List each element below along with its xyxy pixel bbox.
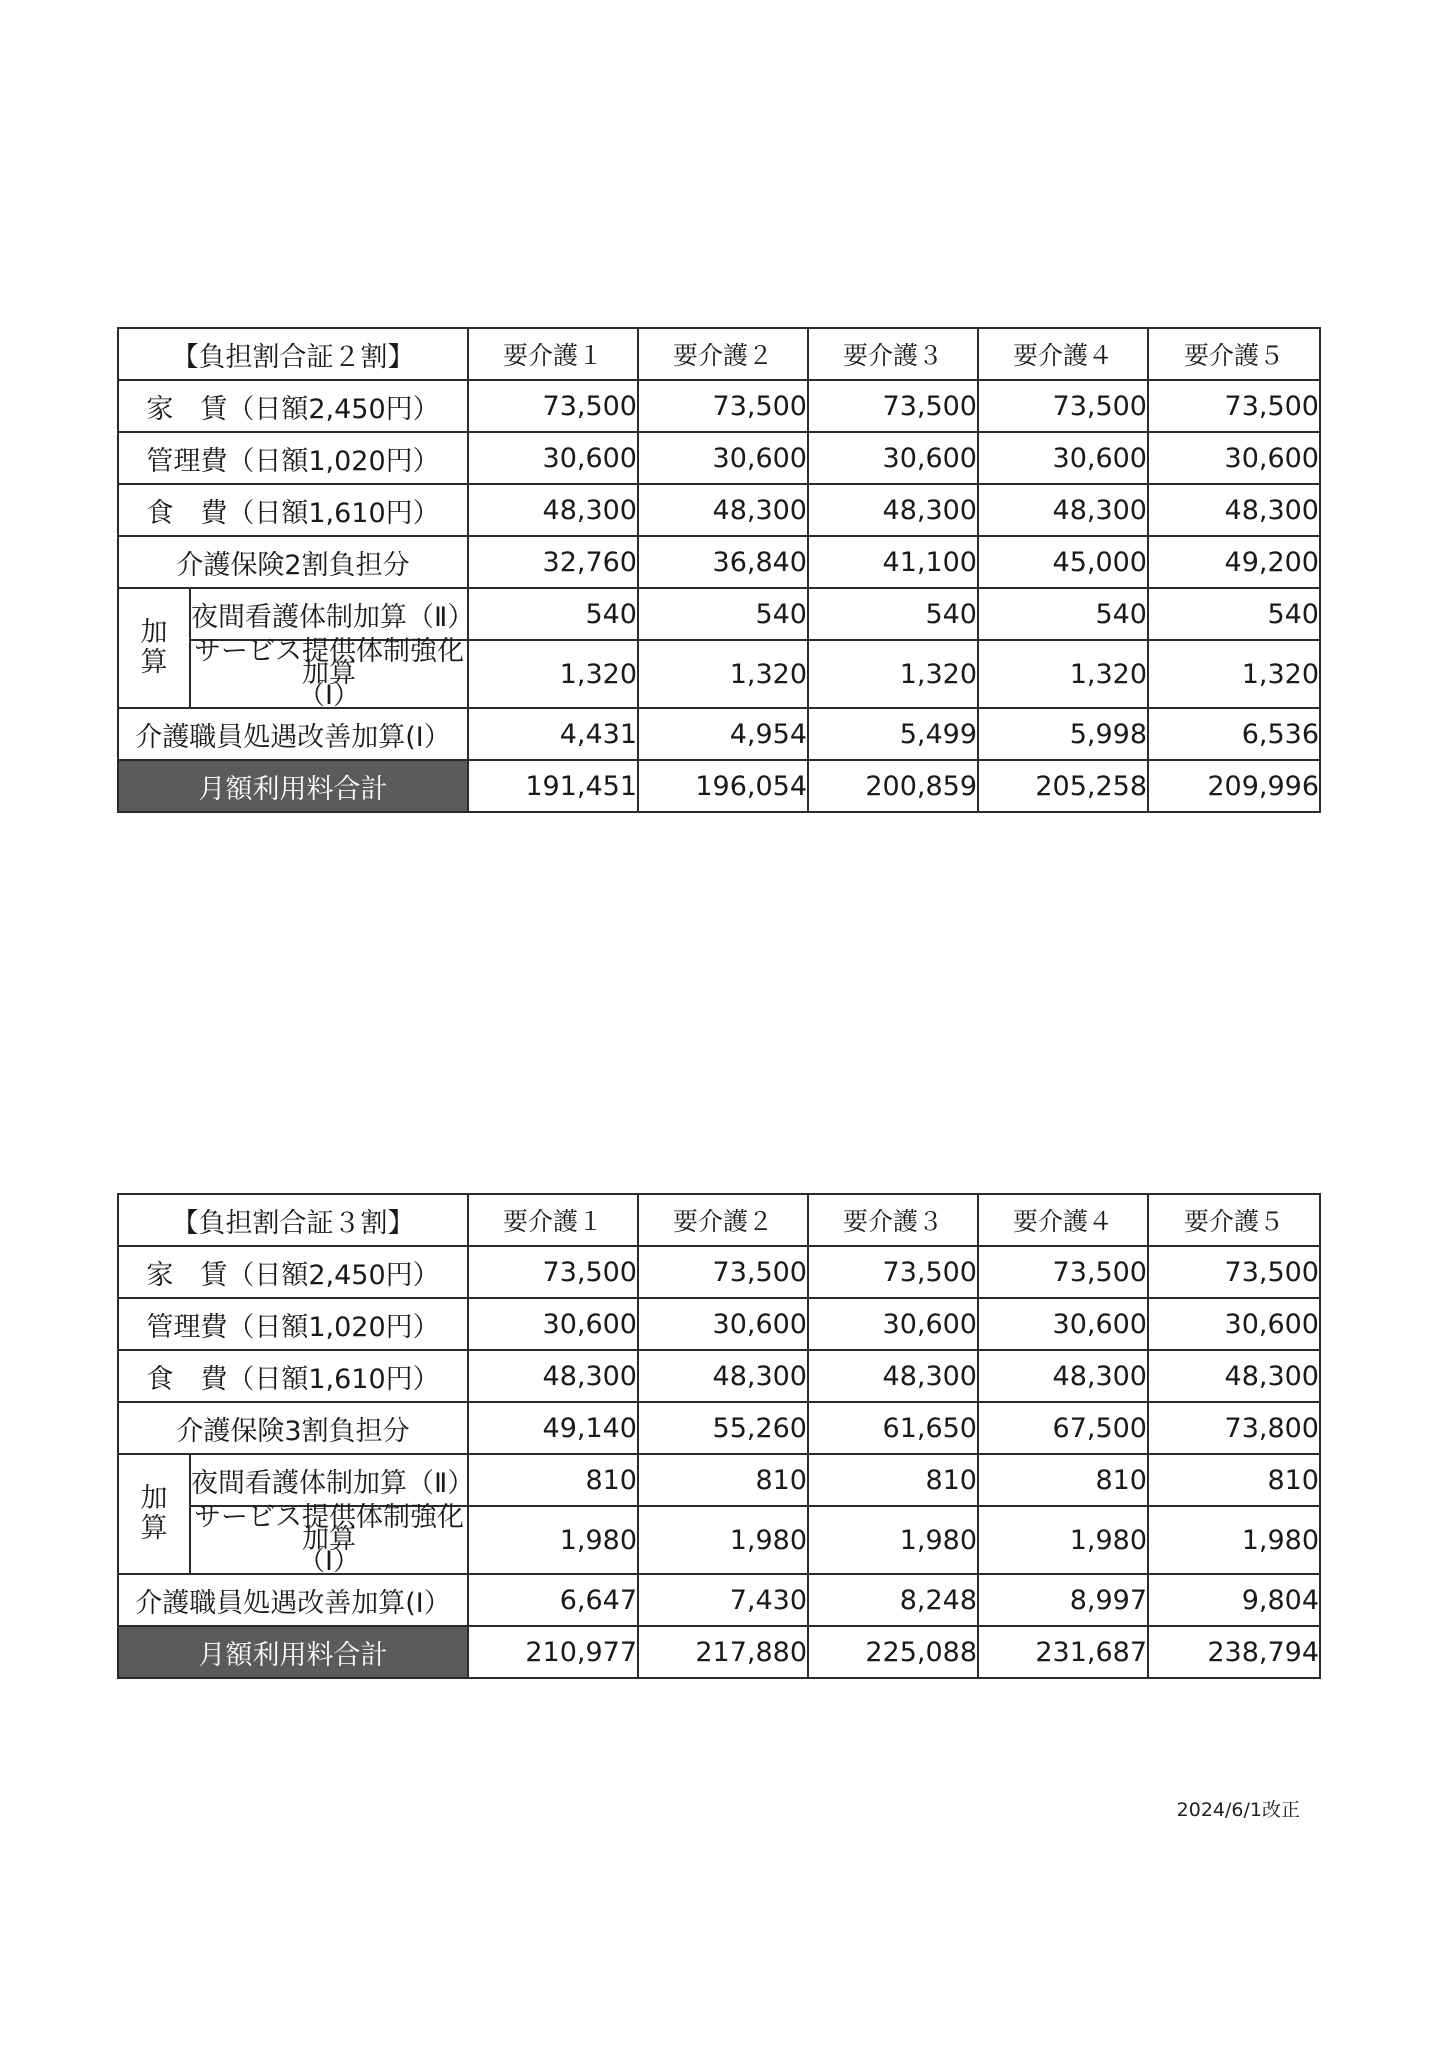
column-header: 要介護４ bbox=[978, 1194, 1148, 1246]
value-cell: 810 bbox=[1148, 1454, 1320, 1506]
value-cell: 73,500 bbox=[1148, 380, 1320, 432]
value-cell: 8,248 bbox=[808, 1574, 978, 1626]
row-label: 介護職員処遇改善加算(Ⅰ） bbox=[118, 708, 468, 760]
value-cell: 61,650 bbox=[808, 1402, 978, 1454]
value-cell: 48,300 bbox=[638, 484, 808, 536]
row-label: 管理費（日額1,020円） bbox=[118, 432, 468, 484]
value-cell: 9,804 bbox=[1148, 1574, 1320, 1626]
row-label: 家 賃（日額2,450円） bbox=[118, 1246, 468, 1298]
value-cell: 6,536 bbox=[1148, 708, 1320, 760]
table-title: 【負担割合証３割】 bbox=[118, 1194, 468, 1246]
food-row bbox=[118, 1350, 1320, 1402]
row-label: サービス提供体制強化加算 （Ⅰ） bbox=[190, 1506, 468, 1574]
rent-row bbox=[118, 1246, 1320, 1298]
value-cell: 73,500 bbox=[468, 1246, 638, 1298]
total-cell: 217,880 bbox=[638, 1626, 808, 1678]
column-header: 要介護１ bbox=[468, 1194, 638, 1246]
column-header: 要介護５ bbox=[1148, 328, 1320, 380]
value-cell: 48,300 bbox=[468, 484, 638, 536]
column-header: 要介護１ bbox=[468, 328, 638, 380]
value-cell: 30,600 bbox=[808, 432, 978, 484]
insurance-row bbox=[118, 536, 1320, 588]
value-cell: 41,100 bbox=[808, 536, 978, 588]
value-cell: 30,600 bbox=[1148, 432, 1320, 484]
column-header: 要介護４ bbox=[978, 328, 1148, 380]
value-cell: 73,500 bbox=[638, 380, 808, 432]
value-cell: 30,600 bbox=[978, 1298, 1148, 1350]
value-cell: 73,500 bbox=[808, 1246, 978, 1298]
value-cell: 30,600 bbox=[808, 1298, 978, 1350]
service-row bbox=[118, 1506, 1320, 1574]
staff-row bbox=[118, 1574, 1320, 1626]
value-cell: 49,140 bbox=[468, 1402, 638, 1454]
column-header: 要介護５ bbox=[1148, 1194, 1320, 1246]
value-cell: 73,500 bbox=[468, 380, 638, 432]
value-cell: 810 bbox=[808, 1454, 978, 1506]
value-cell: 1,980 bbox=[1148, 1506, 1320, 1574]
value-cell: 540 bbox=[1148, 588, 1320, 640]
value-cell: 810 bbox=[978, 1454, 1148, 1506]
total-cell: 191,451 bbox=[468, 760, 638, 812]
value-cell: 48,300 bbox=[1148, 1350, 1320, 1402]
value-cell: 48,300 bbox=[808, 1350, 978, 1402]
value-cell: 540 bbox=[808, 588, 978, 640]
kasan-label: 加 算 bbox=[118, 588, 190, 708]
value-cell: 1,320 bbox=[808, 640, 978, 708]
value-cell: 1,980 bbox=[468, 1506, 638, 1574]
insurance-row bbox=[118, 1402, 1320, 1454]
value-cell: 48,300 bbox=[638, 1350, 808, 1402]
value-cell: 45,000 bbox=[978, 536, 1148, 588]
row-label: 食 費（日額1,610円） bbox=[118, 1350, 468, 1402]
total-label: 月額利用料合計 bbox=[118, 1626, 468, 1678]
value-cell: 1,320 bbox=[468, 640, 638, 708]
value-cell: 4,954 bbox=[638, 708, 808, 760]
revision-date: 2024/6/1改正 bbox=[1176, 1799, 1300, 1821]
row-label: 介護職員処遇改善加算(Ⅰ） bbox=[118, 1574, 468, 1626]
value-cell: 32,760 bbox=[468, 536, 638, 588]
value-cell: 48,300 bbox=[1148, 484, 1320, 536]
value-cell: 540 bbox=[468, 588, 638, 640]
value-cell: 73,500 bbox=[978, 1246, 1148, 1298]
row-label: 介護保険2割負担分 bbox=[118, 536, 468, 588]
value-cell: 48,300 bbox=[808, 484, 978, 536]
value-cell: 5,499 bbox=[808, 708, 978, 760]
value-cell: 48,300 bbox=[468, 1350, 638, 1402]
value-cell: 73,500 bbox=[1148, 1246, 1320, 1298]
staff-row bbox=[118, 708, 1320, 760]
value-cell: 1,320 bbox=[1148, 640, 1320, 708]
row-label: 管理費（日額1,020円） bbox=[118, 1298, 468, 1350]
value-cell: 48,300 bbox=[978, 1350, 1148, 1402]
value-cell: 67,500 bbox=[978, 1402, 1148, 1454]
row-label: サービス提供体制強化加算 （Ⅰ） bbox=[190, 640, 468, 708]
value-cell: 73,500 bbox=[638, 1246, 808, 1298]
column-header: 要介護３ bbox=[808, 1194, 978, 1246]
total-cell: 210,977 bbox=[468, 1626, 638, 1678]
total-cell: 238,794 bbox=[1148, 1626, 1320, 1678]
value-cell: 73,500 bbox=[978, 380, 1148, 432]
table-title: 【負担割合証２割】 bbox=[118, 328, 468, 380]
value-cell: 1,320 bbox=[978, 640, 1148, 708]
management-row bbox=[118, 432, 1320, 484]
value-cell: 30,600 bbox=[638, 1298, 808, 1350]
value-cell: 49,200 bbox=[1148, 536, 1320, 588]
total-cell: 200,859 bbox=[808, 760, 978, 812]
row-label: 夜間看護体制加算（Ⅱ） bbox=[190, 588, 468, 640]
value-cell: 8,997 bbox=[978, 1574, 1148, 1626]
value-cell: 540 bbox=[638, 588, 808, 640]
value-cell: 4,431 bbox=[468, 708, 638, 760]
rent-row bbox=[118, 380, 1320, 432]
value-cell: 7,430 bbox=[638, 1574, 808, 1626]
value-cell: 1,980 bbox=[808, 1506, 978, 1574]
value-cell: 36,840 bbox=[638, 536, 808, 588]
total-cell: 231,687 bbox=[978, 1626, 1148, 1678]
row-label: 家 賃（日額2,450円） bbox=[118, 380, 468, 432]
value-cell: 30,600 bbox=[1148, 1298, 1320, 1350]
kasan-label: 加 算 bbox=[118, 1454, 190, 1574]
column-header: 要介護３ bbox=[808, 328, 978, 380]
service-row bbox=[118, 640, 1320, 708]
header-row bbox=[118, 328, 1320, 380]
value-cell: 540 bbox=[978, 588, 1148, 640]
value-cell: 30,600 bbox=[468, 1298, 638, 1350]
food-row bbox=[118, 484, 1320, 536]
value-cell: 6,647 bbox=[468, 1574, 638, 1626]
total-label: 月額利用料合計 bbox=[118, 760, 468, 812]
total-row bbox=[118, 760, 1320, 812]
row-label: 夜間看護体制加算（Ⅱ） bbox=[190, 1454, 468, 1506]
column-header: 要介護２ bbox=[638, 1194, 808, 1246]
total-cell: 196,054 bbox=[638, 760, 808, 812]
header-row bbox=[118, 1194, 1320, 1246]
total-cell: 205,258 bbox=[978, 760, 1148, 812]
fee-table-20-percent bbox=[117, 327, 1321, 813]
value-cell: 73,500 bbox=[808, 380, 978, 432]
value-cell: 30,600 bbox=[978, 432, 1148, 484]
column-header: 要介護２ bbox=[638, 328, 808, 380]
night-nursing-row bbox=[118, 1454, 1320, 1506]
row-label: 食 費（日額1,610円） bbox=[118, 484, 468, 536]
value-cell: 30,600 bbox=[468, 432, 638, 484]
value-cell: 1,980 bbox=[978, 1506, 1148, 1574]
value-cell: 810 bbox=[638, 1454, 808, 1506]
value-cell: 1,320 bbox=[638, 640, 808, 708]
value-cell: 55,260 bbox=[638, 1402, 808, 1454]
value-cell: 810 bbox=[468, 1454, 638, 1506]
value-cell: 30,600 bbox=[638, 432, 808, 484]
row-label: 介護保険3割負担分 bbox=[118, 1402, 468, 1454]
total-cell: 209,996 bbox=[1148, 760, 1320, 812]
value-cell: 5,998 bbox=[978, 708, 1148, 760]
management-row bbox=[118, 1298, 1320, 1350]
value-cell: 48,300 bbox=[978, 484, 1148, 536]
value-cell: 73,800 bbox=[1148, 1402, 1320, 1454]
night-nursing-row bbox=[118, 588, 1320, 640]
total-row bbox=[118, 1626, 1320, 1678]
value-cell: 1,980 bbox=[638, 1506, 808, 1574]
fee-table-30-percent bbox=[117, 1193, 1321, 1679]
total-cell: 225,088 bbox=[808, 1626, 978, 1678]
